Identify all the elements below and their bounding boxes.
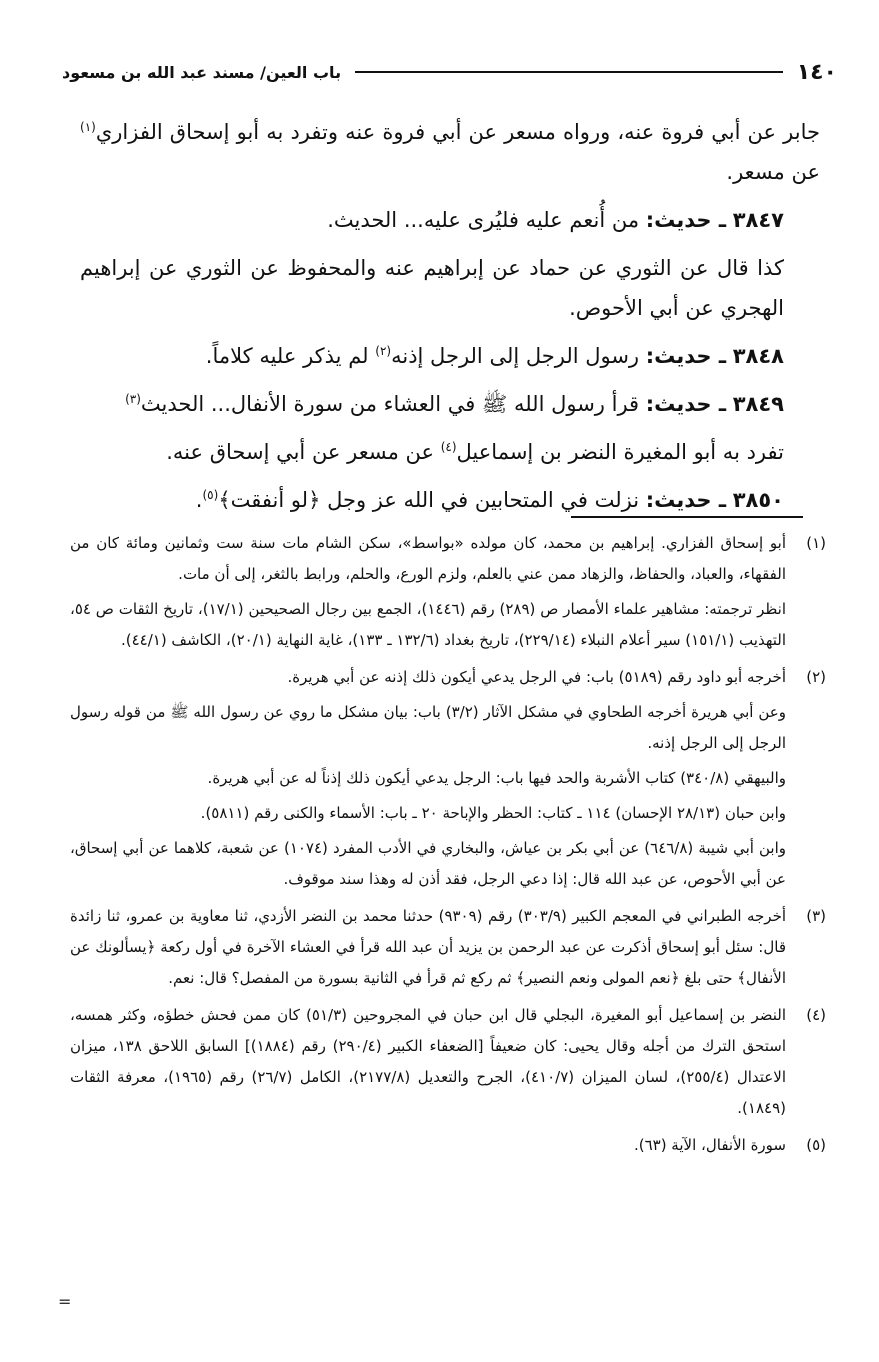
footnote-ref: (٢): [375, 344, 392, 358]
hadith-number: ٣٨٥٠: [732, 488, 784, 512]
hadith-text-end: لم يذكر عليه كلاماً.: [205, 344, 376, 368]
footnote-paragraph: وابن أبي شيبة (٦٤٦/٨) عن أبي بكر بن عياش، والبخاري في الأدب المفرد (١٠٧٤) عن شعبة، كلاهما عن أبي إسحاق، عن أبي الأحوص، عن عبد الله قال: إذا دعي الرجل، فقد أذن له وهذا سند موقوف.: [70, 839, 787, 888]
intro-paragraph: [80, 112, 820, 192]
footnote-paragraph: وابن حبان (٢٨/١٣ الإحسان) ١١٤ ـ كتاب: الحظر والإباحة ٢٠ ـ باب: الأسماء والكنى رقم (٥٨١١).: [200, 804, 786, 822]
footnotes: [70, 528, 826, 1167]
footnote-number: (١): [806, 534, 826, 552]
hadith-number: ٣٨٤٧: [732, 208, 784, 232]
hadith-label: حديث:: [645, 392, 712, 416]
footnote-ref: (٥): [202, 488, 219, 502]
footnote-number: (٢): [806, 668, 826, 686]
margin-mark: =: [58, 1292, 72, 1311]
hadith-label: حديث:: [645, 344, 712, 368]
note-text: تفرد به أبو المغيرة النضر بن إسماعيل: [456, 440, 784, 464]
footnote-ref: (١): [80, 120, 96, 134]
intro-text: جابر عن أبي فروة عنه، ورواه مسعر عن أبي فروة عنه وتفرد به أبو إسحاق الفزاري: [95, 120, 820, 144]
footnote-paragraph: أخرجه أبو داود رقم (٥١٨٩) باب: في الرجل يدعي أيكون ذلك إذنه عن أبي هريرة.: [287, 668, 786, 686]
hadith-number: ٣٨٤٨: [732, 344, 784, 368]
hadith-label: حديث:: [645, 488, 712, 512]
footnote-number: (٥): [806, 1136, 826, 1154]
footnote-paragraph: انظر ترجمته: مشاهير علماء الأمصار ص (٢٨٩) رقم (١٤٤٦)، الجمع بين رجال الصحيحين (١٧/١)، تاريخ الثقات ص ٥٤، التهذيب (١٥١/١) سير أعلام النبلاء (٢٢٩/١٤)، تاريخ بغداد (١٣٢/٦ ـ ١٣٣)، غاية النهاية (٢٠/١)، الكاشف (٤٤/١).: [70, 600, 787, 649]
footnote-ref: (٤): [440, 440, 457, 454]
footnote-paragraph: وعن أبي هريرة أخرجه الطحاوي في مشكل الآثار (٣/٢) باب: بيان مشكل ما روي عن رسول الله ﷺ من قوله رسول الرجل إلى الرجل إذنه.: [70, 703, 786, 752]
footnote-number: (٣): [806, 907, 826, 925]
footnote-separator: [571, 516, 803, 518]
footnote-1: [70, 528, 826, 660]
hadith-text-end: .: [195, 488, 203, 512]
hadith-number: ٣٨٤٩: [732, 392, 784, 416]
main-text: [80, 112, 820, 528]
hadith-text: رسول الرجل إلى الرجل إذنه: [391, 344, 646, 368]
footnote-paragraph: النضر بن إسماعيل أبو المغيرة، البجلي قال ابن حبان في المجروحين (٥١/٣) كان ممن فحش خطؤه، وكثر همسه، استحق الترك من أجله وقال يحيى: كان ضعيفاً [الضعفاء الكبير (٢٩٠/٤) رقم (١٨٨٤)] السابق اللاحق ١٣٨، ميزان الاعتدال (٢٥٥/٤)، لسان الميزان (٤١٠/٧)، الجرح والتعديل (٢١٧٧/٨)، الكامل (٢٦/٧) رقم (١٩٦٥)، معرفة الثقات (١٨٤٩).: [70, 1006, 787, 1117]
footnote-number: (٤): [806, 1006, 826, 1024]
footnote-2: [70, 662, 826, 899]
hadith-label: حديث:: [645, 208, 712, 232]
hadith-text: نزلت في المتحابين في الله عز وجل ﴿لو أنفقت﴾: [218, 488, 646, 512]
page-header: [62, 52, 837, 92]
note-text-end: عن مسعر عن أبي إسحاق عنه.: [166, 440, 441, 464]
header-rule: [355, 71, 783, 73]
footnote-paragraph: أخرجه الطبراني في المعجم الكبير (٣٠٣/٩) رقم (٩٣٠٩) حدثنا محمد بن النضر الأزدي، ثنا معاوية بن عمرو، ثنا زائدة قال: سئل أبو إسحاق أذكرت عن عبد الرحمن بن يزيد أن عبد الله قرأ في العشاء الآخرة في أول ركعة ﴿يسألونك عن الأنفال﴾ حتى بلغ ﴿نعم المولى ونعم النصير﴾ ثم ركع ثم قرأ في الثانية بسورة من المفصل؟ قال: نعم.: [70, 907, 787, 987]
hadith-3847: ٣٨٤٧ ـ حديث: من أُنعم عليه فليُرى عليه... الحديث.: [327, 208, 784, 232]
page-number: ١٤٠: [796, 59, 837, 85]
note-3847: كذا قال عن الثوري عن حماد عن إبراهيم عنه والمحفوظ عن الثوري عن إبراهيم الهجري عن أبي الأحوص.: [80, 256, 784, 320]
hadith-text: من أُنعم عليه فليُرى عليه... الحديث.: [327, 208, 646, 232]
hadith-3848: ٣٨٤٨ ـ حديث: رسول الرجل إلى الرجل إذنه$^{(٢)}$ لم يذكر عليه كلاماً.: [205, 344, 784, 368]
running-title: باب العين/ مسند عبد الله بن مسعود: [62, 62, 342, 82]
footnote-ref: (٣): [125, 392, 141, 406]
footnote-paragraph: أبو إسحاق الفزاري. إبراهيم بن محمد، كان مولده «بواسط»، سكن الشام مات سنة ست وثمانين ومائة كان من الفقهاء، والعباد، والحفاظ، والزهاد ممن عني بالعلم، ولزم الورع، والحلم، ورابط بالثغر، إلى أن مات.: [70, 534, 786, 583]
footnote-paragraph: سورة الأنفال، الآية (٦٣).: [633, 1136, 786, 1154]
footnote-5: [70, 1130, 826, 1165]
hadith-3850: ٣٨٥٠ ـ حديث: نزلت في المتحابين في الله عز وجل ﴿لو أنفقت﴾$^{(٥)}$.: [195, 488, 784, 512]
footnote-paragraph: والبيهقي (٣٤٠/٨) كتاب الأشربة والحد فيها باب: الرجل يدعي أيكون ذلك إذناً له عن أبي هريرة.: [207, 769, 786, 787]
intro-end: عن مسعر.: [726, 160, 820, 184]
hadith-3849: ٣٨٤٩ ـ حديث: قرأ رسول الله ﷺ في العشاء من سورة الأنفال... الحديث$^{(٣)}$: [125, 392, 784, 416]
footnote-4: [70, 1000, 826, 1128]
hadith-text: قرأ رسول الله ﷺ في العشاء من سورة الأنفال... الحديث: [140, 392, 646, 416]
note-3849: [80, 432, 820, 472]
footnote-3: [70, 901, 826, 998]
